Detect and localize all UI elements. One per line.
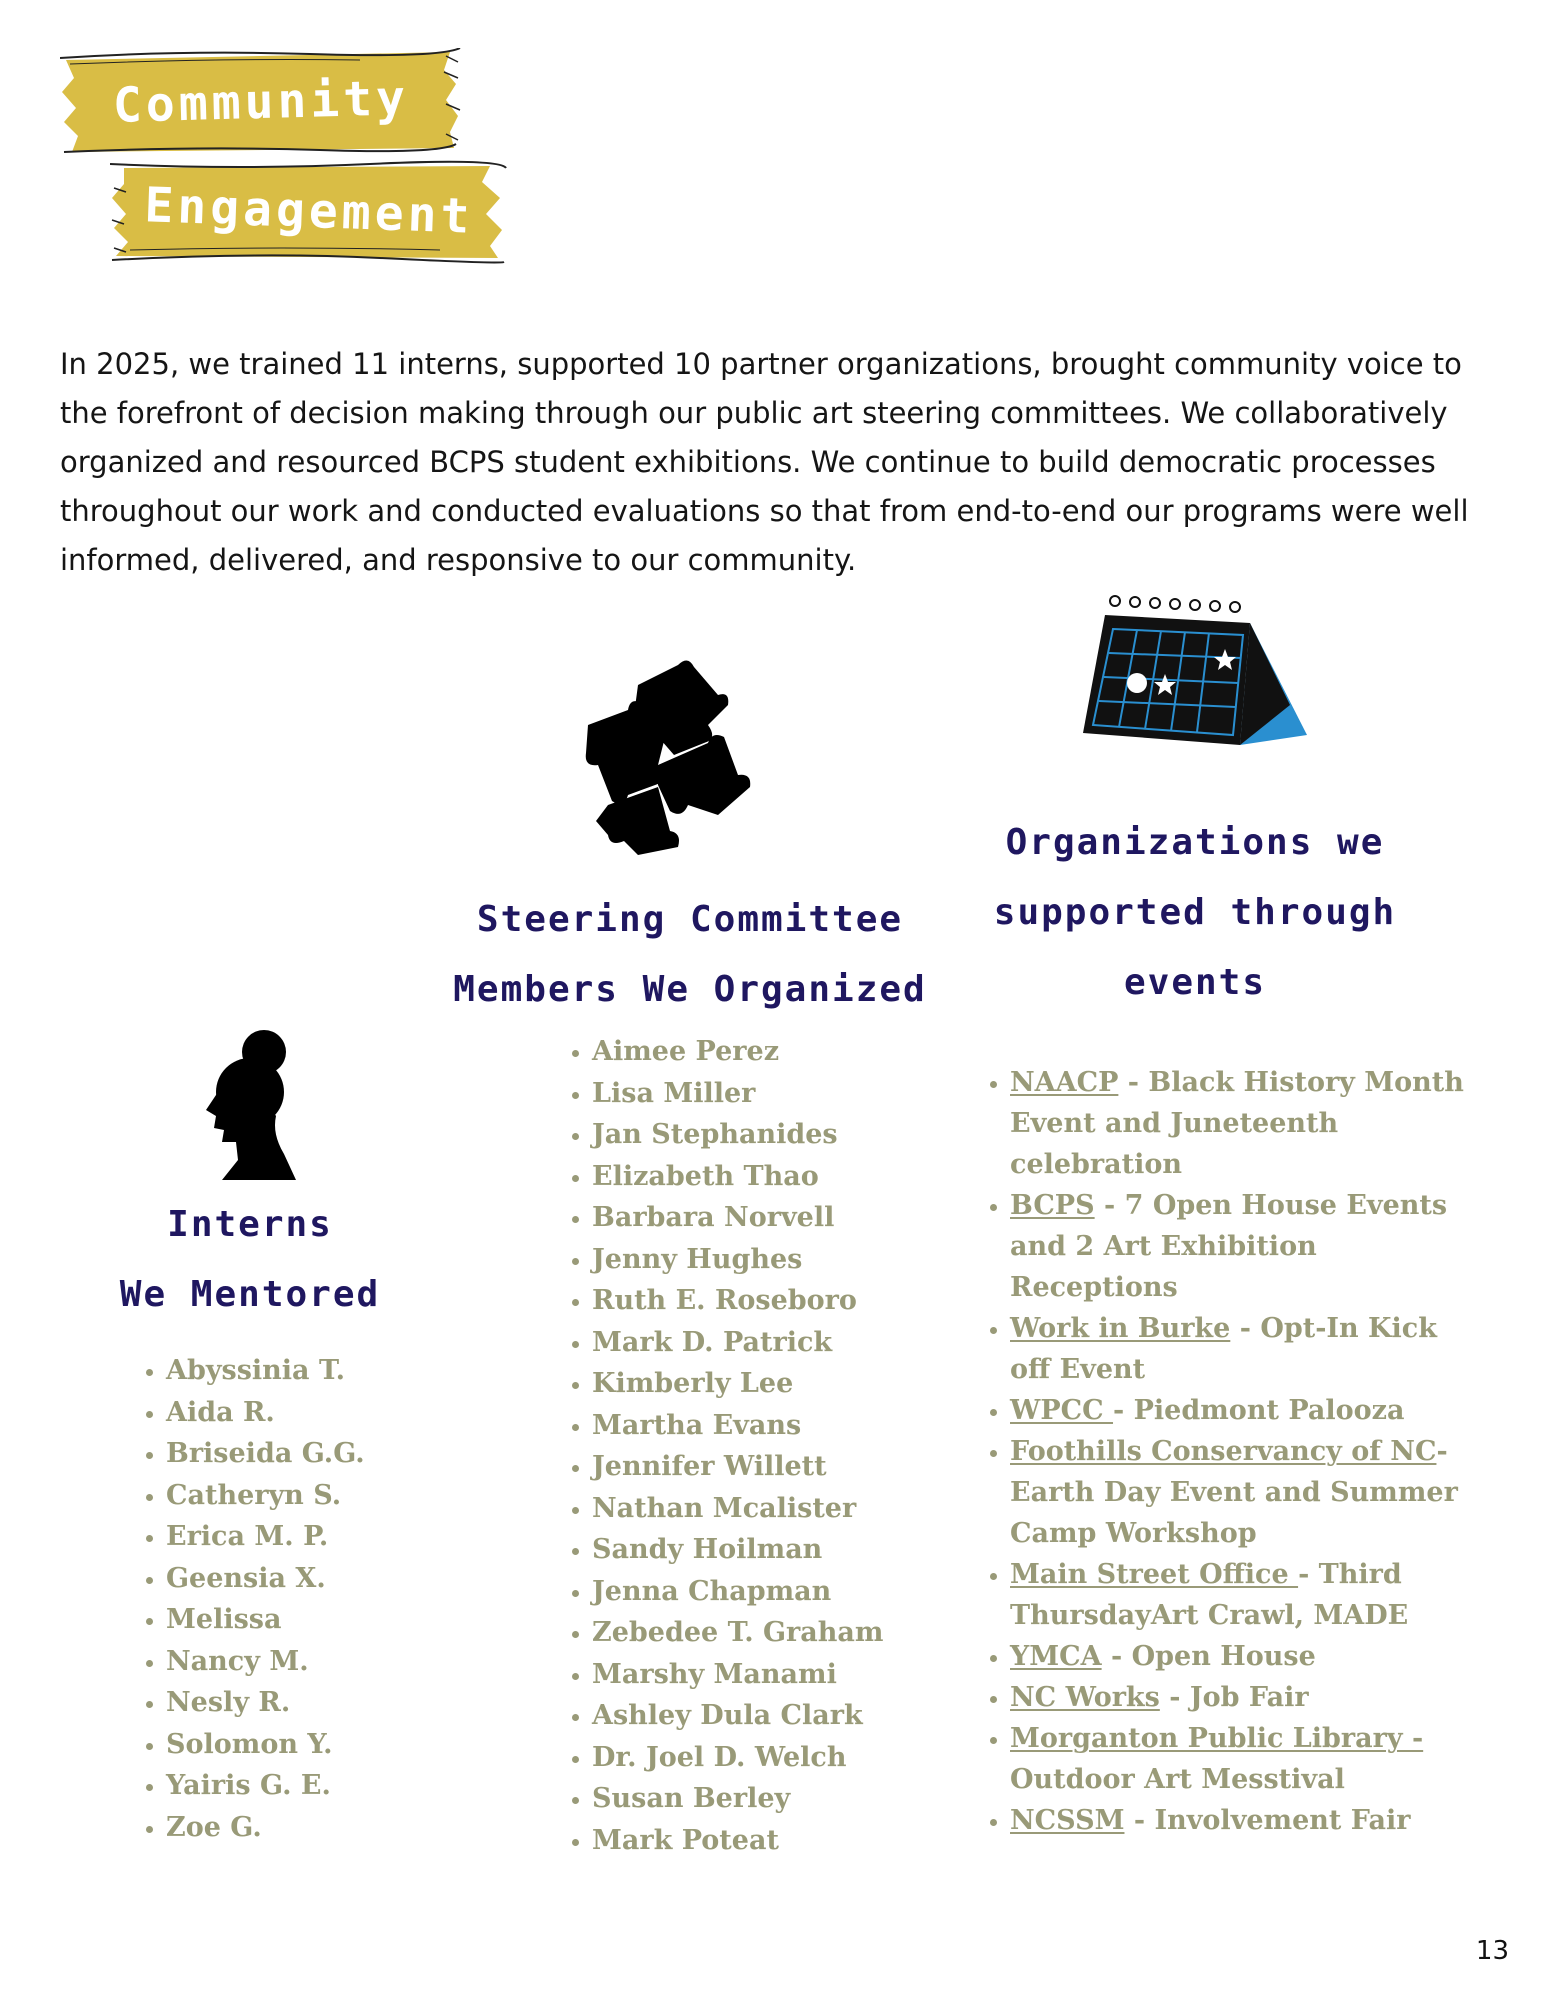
steering-member-item: • Jenny Hughes bbox=[592, 1239, 1012, 1281]
intern-item: • Aida R. bbox=[166, 1392, 466, 1434]
org-item bbox=[1010, 1390, 1480, 1431]
steering-member-item: • Ashley Dula Clark bbox=[592, 1695, 1012, 1737]
org-link-morganton-library[interactable]: Morganton Public Library - bbox=[1010, 1723, 1424, 1754]
page-number: 13 bbox=[1475, 1936, 1509, 1966]
org-item bbox=[1010, 1554, 1480, 1636]
steering-heading-line1: Steering Committee bbox=[476, 899, 904, 940]
steering-member-item: • Zebedee T. Graham bbox=[592, 1612, 1012, 1654]
intern-item: • Zoe G. bbox=[166, 1807, 466, 1849]
interns-heading bbox=[100, 1190, 400, 1330]
steering-member-item: • Ruth E. Roseboro bbox=[592, 1280, 1012, 1322]
orgs-heading-line1: Organizations we bbox=[1005, 822, 1385, 863]
intern-item: • Erica M. P. bbox=[166, 1516, 466, 1558]
org-desc: - Job Fair bbox=[1159, 1682, 1309, 1713]
org-link-work-in-burke[interactable]: Work in Burke bbox=[1010, 1313, 1231, 1344]
org-desc: - Third ThursdayArt Crawl, MADE bbox=[1010, 1559, 1409, 1631]
steering-member-item: • Marshy Manami bbox=[592, 1654, 1012, 1696]
org-item bbox=[1010, 1431, 1480, 1554]
title-line1: Community bbox=[112, 70, 410, 134]
intern-item: • Geensia X. bbox=[166, 1558, 466, 1600]
organizations-heading bbox=[985, 808, 1405, 1018]
steering-member-item: • Mark Poteat bbox=[592, 1820, 1012, 1862]
intern-item: • Nesly R. bbox=[166, 1682, 466, 1724]
steering-member-item: • Dr. Joel D. Welch bbox=[592, 1737, 1012, 1779]
org-item bbox=[1010, 1308, 1480, 1390]
intern-item: • Yairis G. E. bbox=[166, 1765, 466, 1807]
organizations-list bbox=[974, 1062, 1480, 1841]
intern-item: • Abyssinia T. bbox=[166, 1350, 466, 1392]
title-tape-community bbox=[60, 48, 462, 156]
org-link-naacp[interactable]: NAACP bbox=[1010, 1067, 1119, 1098]
orgs-heading-line2: supported through bbox=[993, 892, 1397, 933]
org-desc: - Involvement Fair bbox=[1124, 1805, 1411, 1836]
steering-list bbox=[556, 1031, 1012, 1861]
steering-member-item: • Barbara Norvell bbox=[592, 1197, 1012, 1239]
title-line2: Engagement bbox=[143, 177, 475, 245]
org-item bbox=[1010, 1636, 1480, 1677]
org-item bbox=[1010, 1800, 1480, 1841]
steering-member-item: • Aimee Perez bbox=[592, 1031, 1012, 1073]
steering-member-item: • Elizabeth Thao bbox=[592, 1156, 1012, 1198]
org-item bbox=[1010, 1677, 1480, 1718]
org-desc: - Opt-In Kick off Event bbox=[1010, 1313, 1437, 1385]
org-link-ymca[interactable]: YMCA bbox=[1010, 1641, 1102, 1672]
org-link-foothills-conservancy[interactable]: Foothills Conservancy of NC bbox=[1010, 1436, 1437, 1467]
interns-heading-line1: Interns bbox=[167, 1204, 333, 1245]
org-link-bcps[interactable]: BCPS bbox=[1010, 1190, 1095, 1221]
org-link-nc-works[interactable]: NC Works bbox=[1010, 1682, 1160, 1713]
org-link-ncssm[interactable]: NCSSM bbox=[1010, 1805, 1125, 1836]
steering-member-item: • Jenna Chapman bbox=[592, 1571, 1012, 1613]
org-item bbox=[1010, 1062, 1480, 1185]
steering-member-item: • Mark D. Patrick bbox=[592, 1322, 1012, 1364]
org-item bbox=[1010, 1185, 1480, 1308]
org-link-wpcc[interactable]: WPCC bbox=[1010, 1395, 1114, 1426]
org-link-main-street-office[interactable]: Main Street Office bbox=[1010, 1559, 1299, 1590]
org-desc: Outdoor Art Messtival bbox=[1010, 1764, 1345, 1795]
steering-heading-line2: Members We Organized bbox=[453, 969, 927, 1010]
org-desc: - Black History Month Event and Juneteenth celebration bbox=[1010, 1067, 1464, 1180]
steering-member-item: • Nathan Mcalister bbox=[592, 1488, 1012, 1530]
interns-list bbox=[130, 1350, 466, 1848]
intern-item: • Solomon Y. bbox=[166, 1724, 466, 1766]
intern-item: • Nancy M. bbox=[166, 1641, 466, 1683]
steering-member-item: • Lisa Miller bbox=[592, 1073, 1012, 1115]
title-tape-engagement bbox=[110, 158, 508, 264]
interns-heading-line2: We Mentored bbox=[119, 1274, 381, 1315]
org-desc: - Open House bbox=[1101, 1641, 1316, 1672]
steering-member-item: • Sandy Hoilman bbox=[592, 1529, 1012, 1571]
puzzle-pieces-icon bbox=[578, 655, 758, 855]
calendar-icon bbox=[1075, 595, 1315, 755]
steering-member-item: • Susan Berley bbox=[592, 1778, 1012, 1820]
intern-item: • Melissa bbox=[166, 1599, 466, 1641]
steering-member-item: • Martha Evans bbox=[592, 1405, 1012, 1447]
steering-heading bbox=[430, 885, 950, 1025]
steering-member-item: • Kimberly Lee bbox=[592, 1363, 1012, 1405]
steering-member-item: • Jennifer Willett bbox=[592, 1446, 1012, 1488]
org-desc: - 7 Open House Events and 2 Art Exhibition Receptions bbox=[1010, 1190, 1448, 1303]
org-desc: - Piedmont Palooza bbox=[1113, 1395, 1405, 1426]
intern-item: • Briseida G.G. bbox=[166, 1433, 466, 1475]
intern-item: • Catheryn S. bbox=[166, 1475, 466, 1517]
org-item bbox=[1010, 1718, 1480, 1800]
org-desc: - Earth Day Event and Summer Camp Workshop bbox=[1010, 1436, 1458, 1549]
intro-paragraph: In 2025, we trained 11 interns, supported 10 partner organizations, brought community voice to the forefront of decision making through our public art steering committees. We collaboratively organized and resourced BCPS student exhibitions. We continue to build democratic processes throughout our work and conducted evaluations so that from end-to-end our programs were well informed, delivered, and responsive to our community. bbox=[60, 347, 1469, 577]
orgs-heading-line3: events bbox=[1123, 962, 1267, 1003]
woman-silhouette-icon bbox=[192, 1030, 302, 1180]
steering-member-item: • Jan Stephanides bbox=[592, 1114, 1012, 1156]
